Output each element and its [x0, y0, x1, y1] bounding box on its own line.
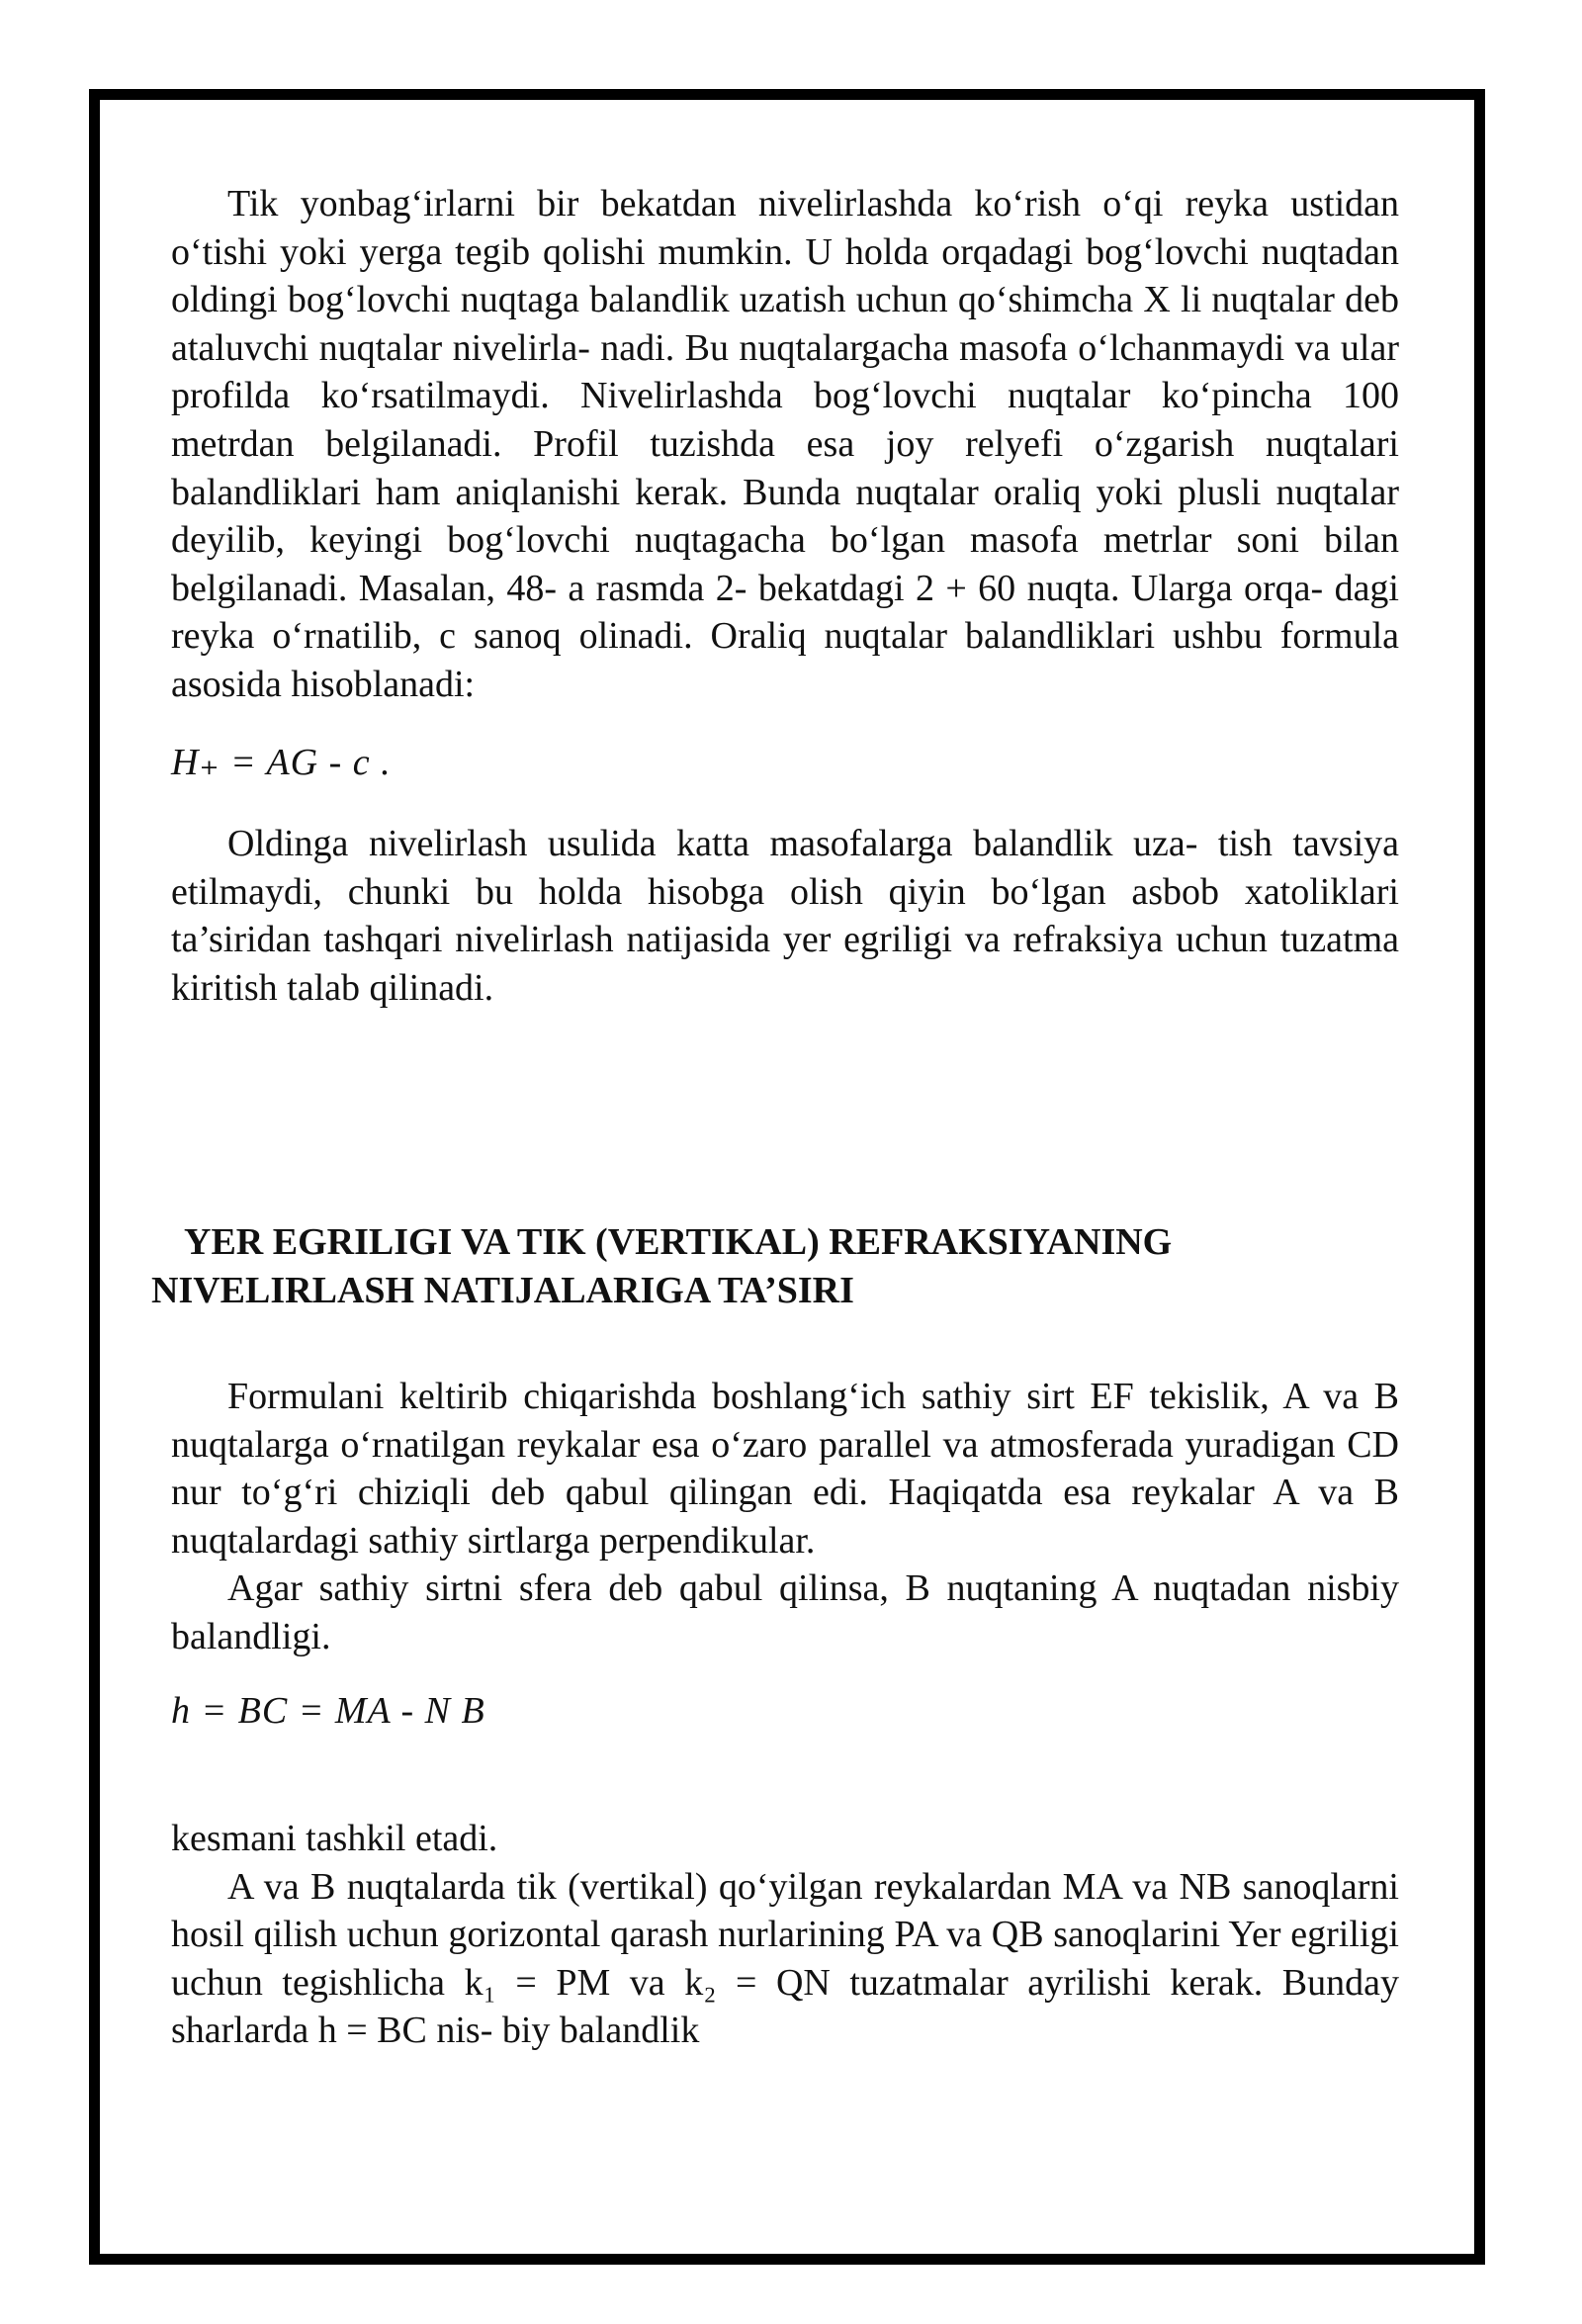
heading-line-1: YER EGRILIGI VA TIK (VERTIKAL) REFRAKSIYANING	[184, 1221, 1173, 1263]
paragraph-sphere: Agar sathiy sirtni sfera deb qabul qilinsa, B nuqtaning A nuqtadan nisbiy balandligi.	[171, 1567, 1399, 1657]
paragraph-intro: Tik yonbag‘irlarni bir bekatdan nivelirlashda ko‘rish o‘qi reyka ustidan o‘tishi yoki yerga tegib qolishi mumkin. U holda orqadagi bog‘lovchi nuqtadan oldingi bog‘lovchi nuqtaga balandlik uzatish uchun qo‘shimcha X li nuqtalar deb ataluvchi nuqtalar nivelirla- nadi. Bu nuqtalargacha masofa o‘lchanmaydi va ular profilda ko‘rsatilmaydi. Nivelirlashda bog‘lovchi nuqtalar ko‘pincha 100 metrdan belgilanadi. Profil tuzishda esa joy relyefi o‘zgarish nuqtalari balandliklari ham aniqlanishi kerak. Bunda nuqtalar oraliq yoki plusli nuqtalar deyilib, keyingi bog‘lovchi nuqtagacha bo‘lgan masofa metrlar soni bilan belgilanadi. Masalan, 48- a rasmda 2- bekatdagi 2 + 60 nuqta. Ularga orqa- dagi reyka o‘rnatilib, c sanoq olinadi. Oraliq nuqtalar balandliklari ushbu formula asosida hisoblanadi:	[171, 183, 1399, 705]
section-1	[171, 180, 1399, 1013]
paragraph-segment: kesmani tashkil etadi.	[171, 1818, 498, 1859]
paragraph-forward-leveling: Oldinga nivelirlash usulida katta masofalarga balandlik uza- tish tavsiya etilmaydi, chunki bu holda hisobga olish qiyin bo‘lgan asbob xatoliklari ta’siridan tashqari nivelirlash natijasida yer egriligi va refraksiya uchun tuzatma kiritish talab qilinadi.	[171, 823, 1399, 1009]
formula-h: h = BC = MA - N B	[171, 1689, 485, 1732]
section-2	[171, 1373, 1399, 1756]
section-3	[171, 1815, 1399, 2055]
paragraph-formula-derivation: Formulani keltirib chiqarishda boshlang‘ich sathiy sirt EF tekislik, A va B nuqtalarga o‘rnatilgan reykalar esa o‘zaro parallel va atmosferada yuradigan CD nur to‘g‘ri chiziqli deb qabul qilingan edi. Haqiqatda esa reykalar A va B nuqtalardagi sathiy sirtlarga perpendikular.	[171, 1376, 1399, 1562]
paragraph-corrections: A va B nuqtalarda tik (vertikal) qo‘yilgan reykalardan MA va NB sanoqlarni hosil qilish uchun gorizontal qarash nurlarining PA va QB sanoqlarini Yer egriligi uchun tegishlicha k₁ = PM va k₂ = QN tuzatmalar ayrilishi kerak. Bunday sharlarda h = BC nis- biy balandlik	[171, 1865, 1399, 2052]
heading-line-2: NIVELIRLASH NATIJALARIGA TA’SIRI	[151, 1270, 854, 1311]
formula-h-plus: H₊ = AG - c .	[171, 741, 392, 783]
section-heading	[151, 1218, 1437, 1315]
